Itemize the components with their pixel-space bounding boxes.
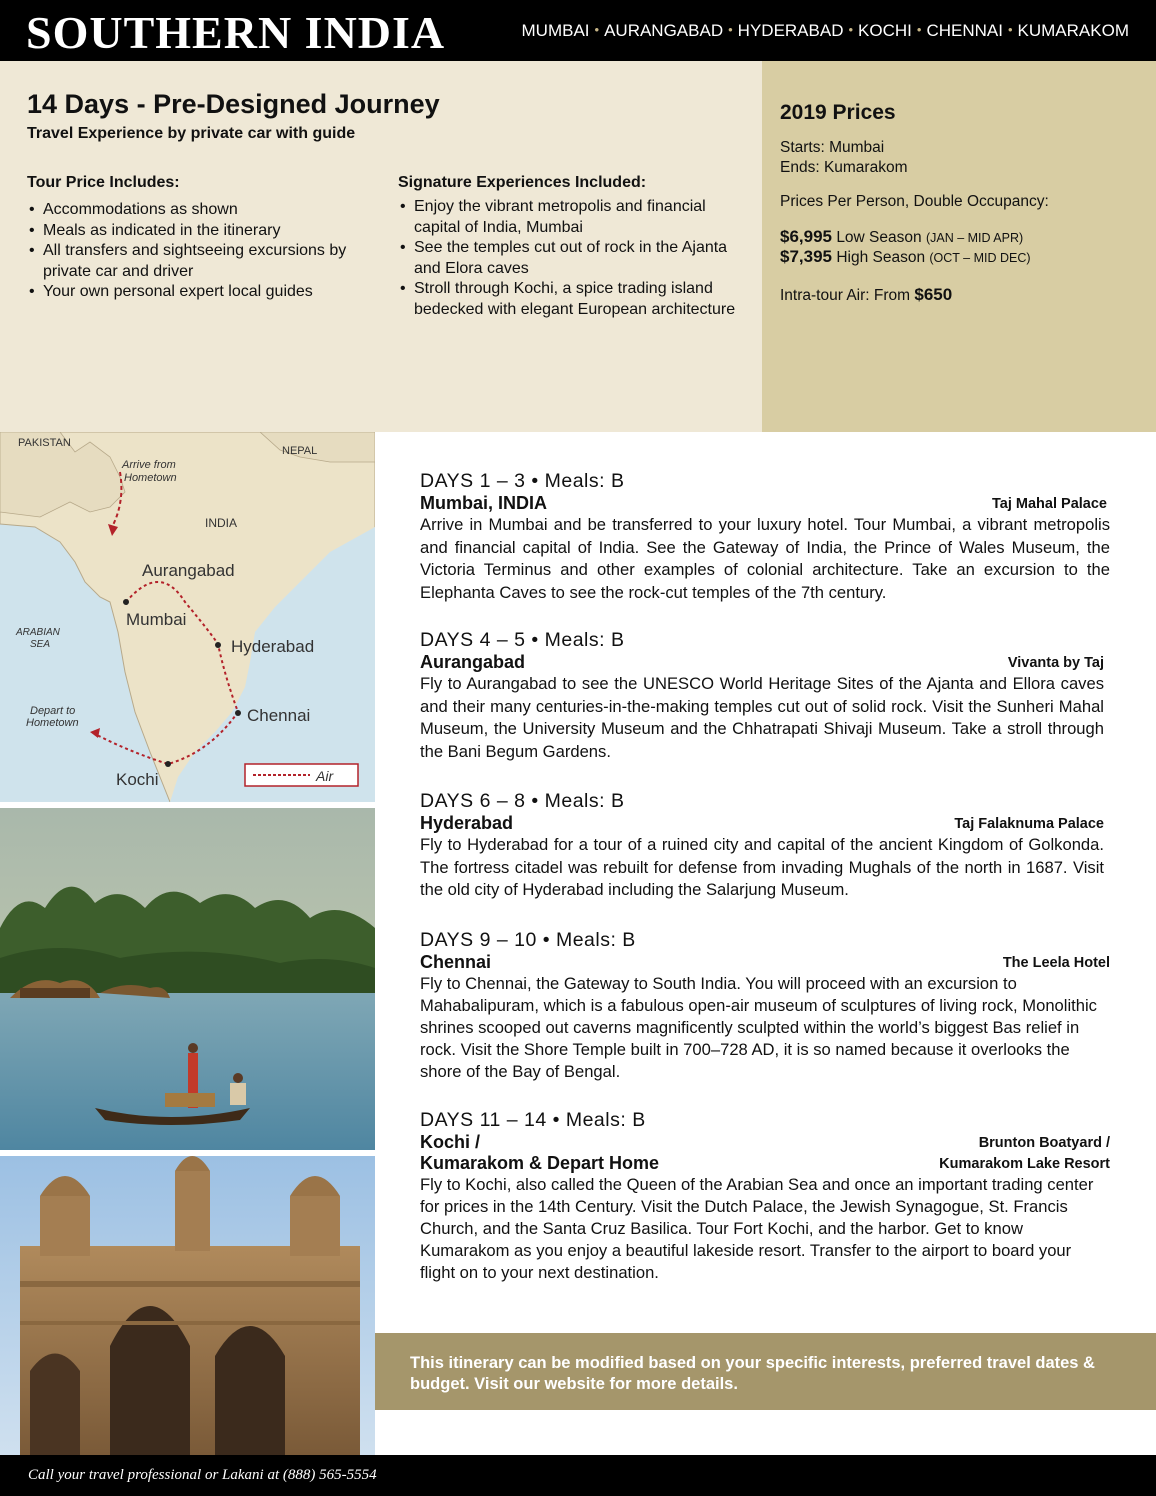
contact-text: Call your travel professional or Lakani at (888) 565-5554 (28, 1467, 377, 1483)
customization-note (375, 1333, 1156, 1410)
hotel-name: Taj Mahal Palace (992, 496, 1107, 512)
destination-name: Kochi / (420, 1132, 481, 1152)
journey-heading: 14 Days - Pre-Designed Journey (27, 89, 440, 119)
map-label-india: INDIA (205, 516, 238, 530)
day-range: DAYS 11 – 14 • Meals: B (420, 1109, 646, 1131)
day-description: Fly to Kochi, also called the Queen of the Arabian Sea and once an important trading center for prices in the 14th Century. Visit the Dutch Palace, the Jewish Synagogue, St. Francis Church, and the Santa Cruz Basilica. Tour Fort Kochi, and the harbor. Get to know Kumarakom as you enjoy a beautiful lakeside resort. Transfer to the airport to board your flight on to your next destination. (420, 1175, 1094, 1282)
city-chennai: CHENNAI (926, 21, 1003, 40)
air-label: Intra-tour Air: From (780, 287, 911, 304)
city-aurangabad: AURANGABAD (604, 21, 724, 40)
day-range: DAYS 9 – 10 • Meals: B (420, 929, 636, 951)
start-city: Starts: Mumbai (780, 139, 885, 156)
list-item: • Stroll through Kochi, a spice trading island bedecked with elegant European architecture (398, 279, 743, 320)
intro-panel (0, 61, 762, 432)
low-season-label: Low Season (836, 229, 922, 246)
air-price (780, 285, 952, 305)
map-label-aurangabad: Aurangabad (142, 561, 235, 580)
signature-title: Signature Experiences Included: (398, 174, 647, 191)
day-range: DAYS 4 – 5 • Meals: B (420, 629, 625, 651)
high-season-price (780, 247, 1031, 267)
separator-dot: • (848, 22, 854, 37)
signature-section (398, 174, 743, 320)
map-label-pakistan: PAKISTAN (18, 437, 71, 449)
map-label-depart-2: Hometown (26, 717, 79, 729)
low-season-price (780, 227, 1023, 247)
city-mumbai: MUMBAI (521, 21, 590, 40)
prices-heading: 2019 Prices (780, 101, 896, 124)
place-row (420, 952, 1110, 973)
separator-dot: • (728, 22, 733, 37)
place-row (420, 652, 1104, 673)
map-graphic (0, 432, 375, 802)
hotel-name: The Leela Hotel (1002, 955, 1110, 971)
destination-name: Chennai (420, 952, 492, 972)
list-item: • See the temples cut out of rock in the Ajanta and Elora caves (398, 238, 743, 279)
place-row (420, 1153, 1110, 1174)
city-kochi: KOCHI (858, 21, 912, 40)
separator-dot: • (1007, 22, 1013, 37)
destination-name-2: Kumarakom & Depart Home (420, 1153, 660, 1173)
itinerary-day-4 (420, 929, 1110, 1083)
page-title: SOUTHERN INDIA (26, 7, 446, 58)
low-season-amount: $6,995 (780, 227, 832, 246)
map-legend (245, 764, 358, 786)
city-hyderabad: HYDERABAD (737, 21, 844, 40)
includes-section (27, 174, 367, 303)
itinerary-day-5 (420, 1109, 1110, 1284)
journey-subheading: Travel Experience by private car with guide (27, 125, 356, 142)
day-range: DAYS 6 – 8 • Meals: B (420, 790, 625, 812)
high-season-dates: (OCT – MID DEC) (929, 251, 1031, 265)
includes-title: Tour Price Includes: (27, 174, 180, 191)
gateway-photo (0, 1156, 375, 1455)
day-description: Fly to Chennai, the Gateway to South India. You will proceed with an excursion to Mahabalipuram, which is a fabulous open-air museum of sculptures of living rock, Monolithic shrines scooped out caverns magnificently sculpted within the world’s biggest Bas relief in rock. Visit the Shore Temple built in 700–728 AD, it is so named because it overlooks the shore of the Bay of Bengal. (420, 974, 1097, 1081)
list-item: • Enjoy the vibrant metropolis and financial capital of India, Mumbai (398, 197, 743, 238)
itinerary-day-2 (420, 629, 1104, 763)
map-label-sea: SEA (30, 639, 51, 650)
backwaters-photo (0, 808, 375, 1150)
day-description: Arrive in Mumbai and be transferred to your luxury hotel. Tour Mumbai, a vibrant metropolis and financial capital of India. See the Gateway of India, the Prince of Wales Museum, the Victoria Terminus and other examples of colonial architecture. Take an excursion to the Elephanta Caves to see the rock-cut temples of the 7th century. (420, 515, 1110, 602)
map-label-hyderabad: Hyderabad (231, 637, 315, 656)
map-label-chennai: Chennai (247, 706, 311, 725)
place-row (420, 1132, 1110, 1153)
place-row (420, 493, 1110, 514)
hotel-name-2: Kumarakom Lake Resort (939, 1156, 1110, 1172)
price-basis: Prices Per Person, Double Occupancy: (780, 193, 1049, 210)
map-label-kochi: Kochi (116, 770, 159, 789)
separator-dot: • (916, 22, 922, 37)
low-season-dates: (JAN – MID APR) (925, 231, 1024, 245)
prices-panel (762, 61, 1156, 432)
day-range: DAYS 1 – 3 • Meals: B (420, 470, 625, 492)
map-label-arabian: ARABIAN (16, 627, 60, 638)
map-label-arrive: Arrive from (122, 459, 176, 471)
destination-name: Mumbai, INDIA (420, 493, 548, 513)
day-description: Fly to Hyderabad for a tour of a ruined city and capital of the ancient Kingdom of Golkonda. The fortress citadel was rebuilt for defense from invading Mughals of the north in 1687. Visit the old city of Hyderabad including the Salarjung Museum. (420, 835, 1104, 899)
note-text: This itinerary can be modified based on your specific interests, preferred travel dates & budget. Visit our website for more details. (410, 1354, 1095, 1393)
houseboat-image (0, 808, 375, 1150)
destination-name: Aurangabad (420, 652, 526, 672)
map-label-mumbai: Mumbai (126, 610, 187, 629)
city-list (522, 21, 1129, 41)
destination-name: Hyderabad (420, 813, 514, 833)
day-description: Fly to Aurangabad to see the UNESCO World Heritage Sites of the Ajanta and Ellora caves and their many centuries-in-the-making temples cut out of solid rock. Visit the Sunheri Mahal Museum, the University Museum and the Chhatrapati Shivaji Museum. Take a stroll through the Bani Begum Gardens. (420, 674, 1104, 761)
city-kumarakom: KUMARAKOM (1017, 21, 1129, 40)
air-amount: $650 (914, 285, 953, 304)
signature-list (398, 197, 743, 320)
list-item: • Accommodations as shown (27, 200, 367, 221)
route-map (0, 432, 375, 802)
list-item: • Your own personal expert local guides (27, 282, 367, 303)
header-bar (0, 0, 1156, 61)
includes-list (27, 200, 367, 303)
end-city: Ends: Kumarakom (780, 159, 908, 176)
hotel-name: Brunton Boatyard / (978, 1135, 1110, 1151)
itinerary-day-1 (420, 470, 1110, 604)
gateway-image (0, 1156, 375, 1455)
list-item: • All transfers and sightseeing excursions by private car and driver (27, 241, 367, 282)
high-season-label: High Season (836, 249, 926, 266)
itinerary-day-3 (420, 790, 1104, 902)
high-season-amount: $7,395 (780, 247, 832, 266)
map-label-arrive-2: Hometown (124, 472, 177, 484)
list-item: • Meals as indicated in the itinerary (27, 221, 367, 242)
separator-dot: • (594, 22, 600, 37)
hotel-name: Vivanta by Taj (1007, 655, 1104, 671)
map-legend-label: Air (316, 768, 334, 784)
place-row (420, 813, 1104, 834)
hotel-name: Taj Falaknuma Palace (954, 816, 1104, 832)
footer-bar (0, 1455, 1156, 1496)
map-label-nepal: NEPAL (282, 445, 318, 457)
map-label-depart: Depart to (30, 705, 76, 717)
